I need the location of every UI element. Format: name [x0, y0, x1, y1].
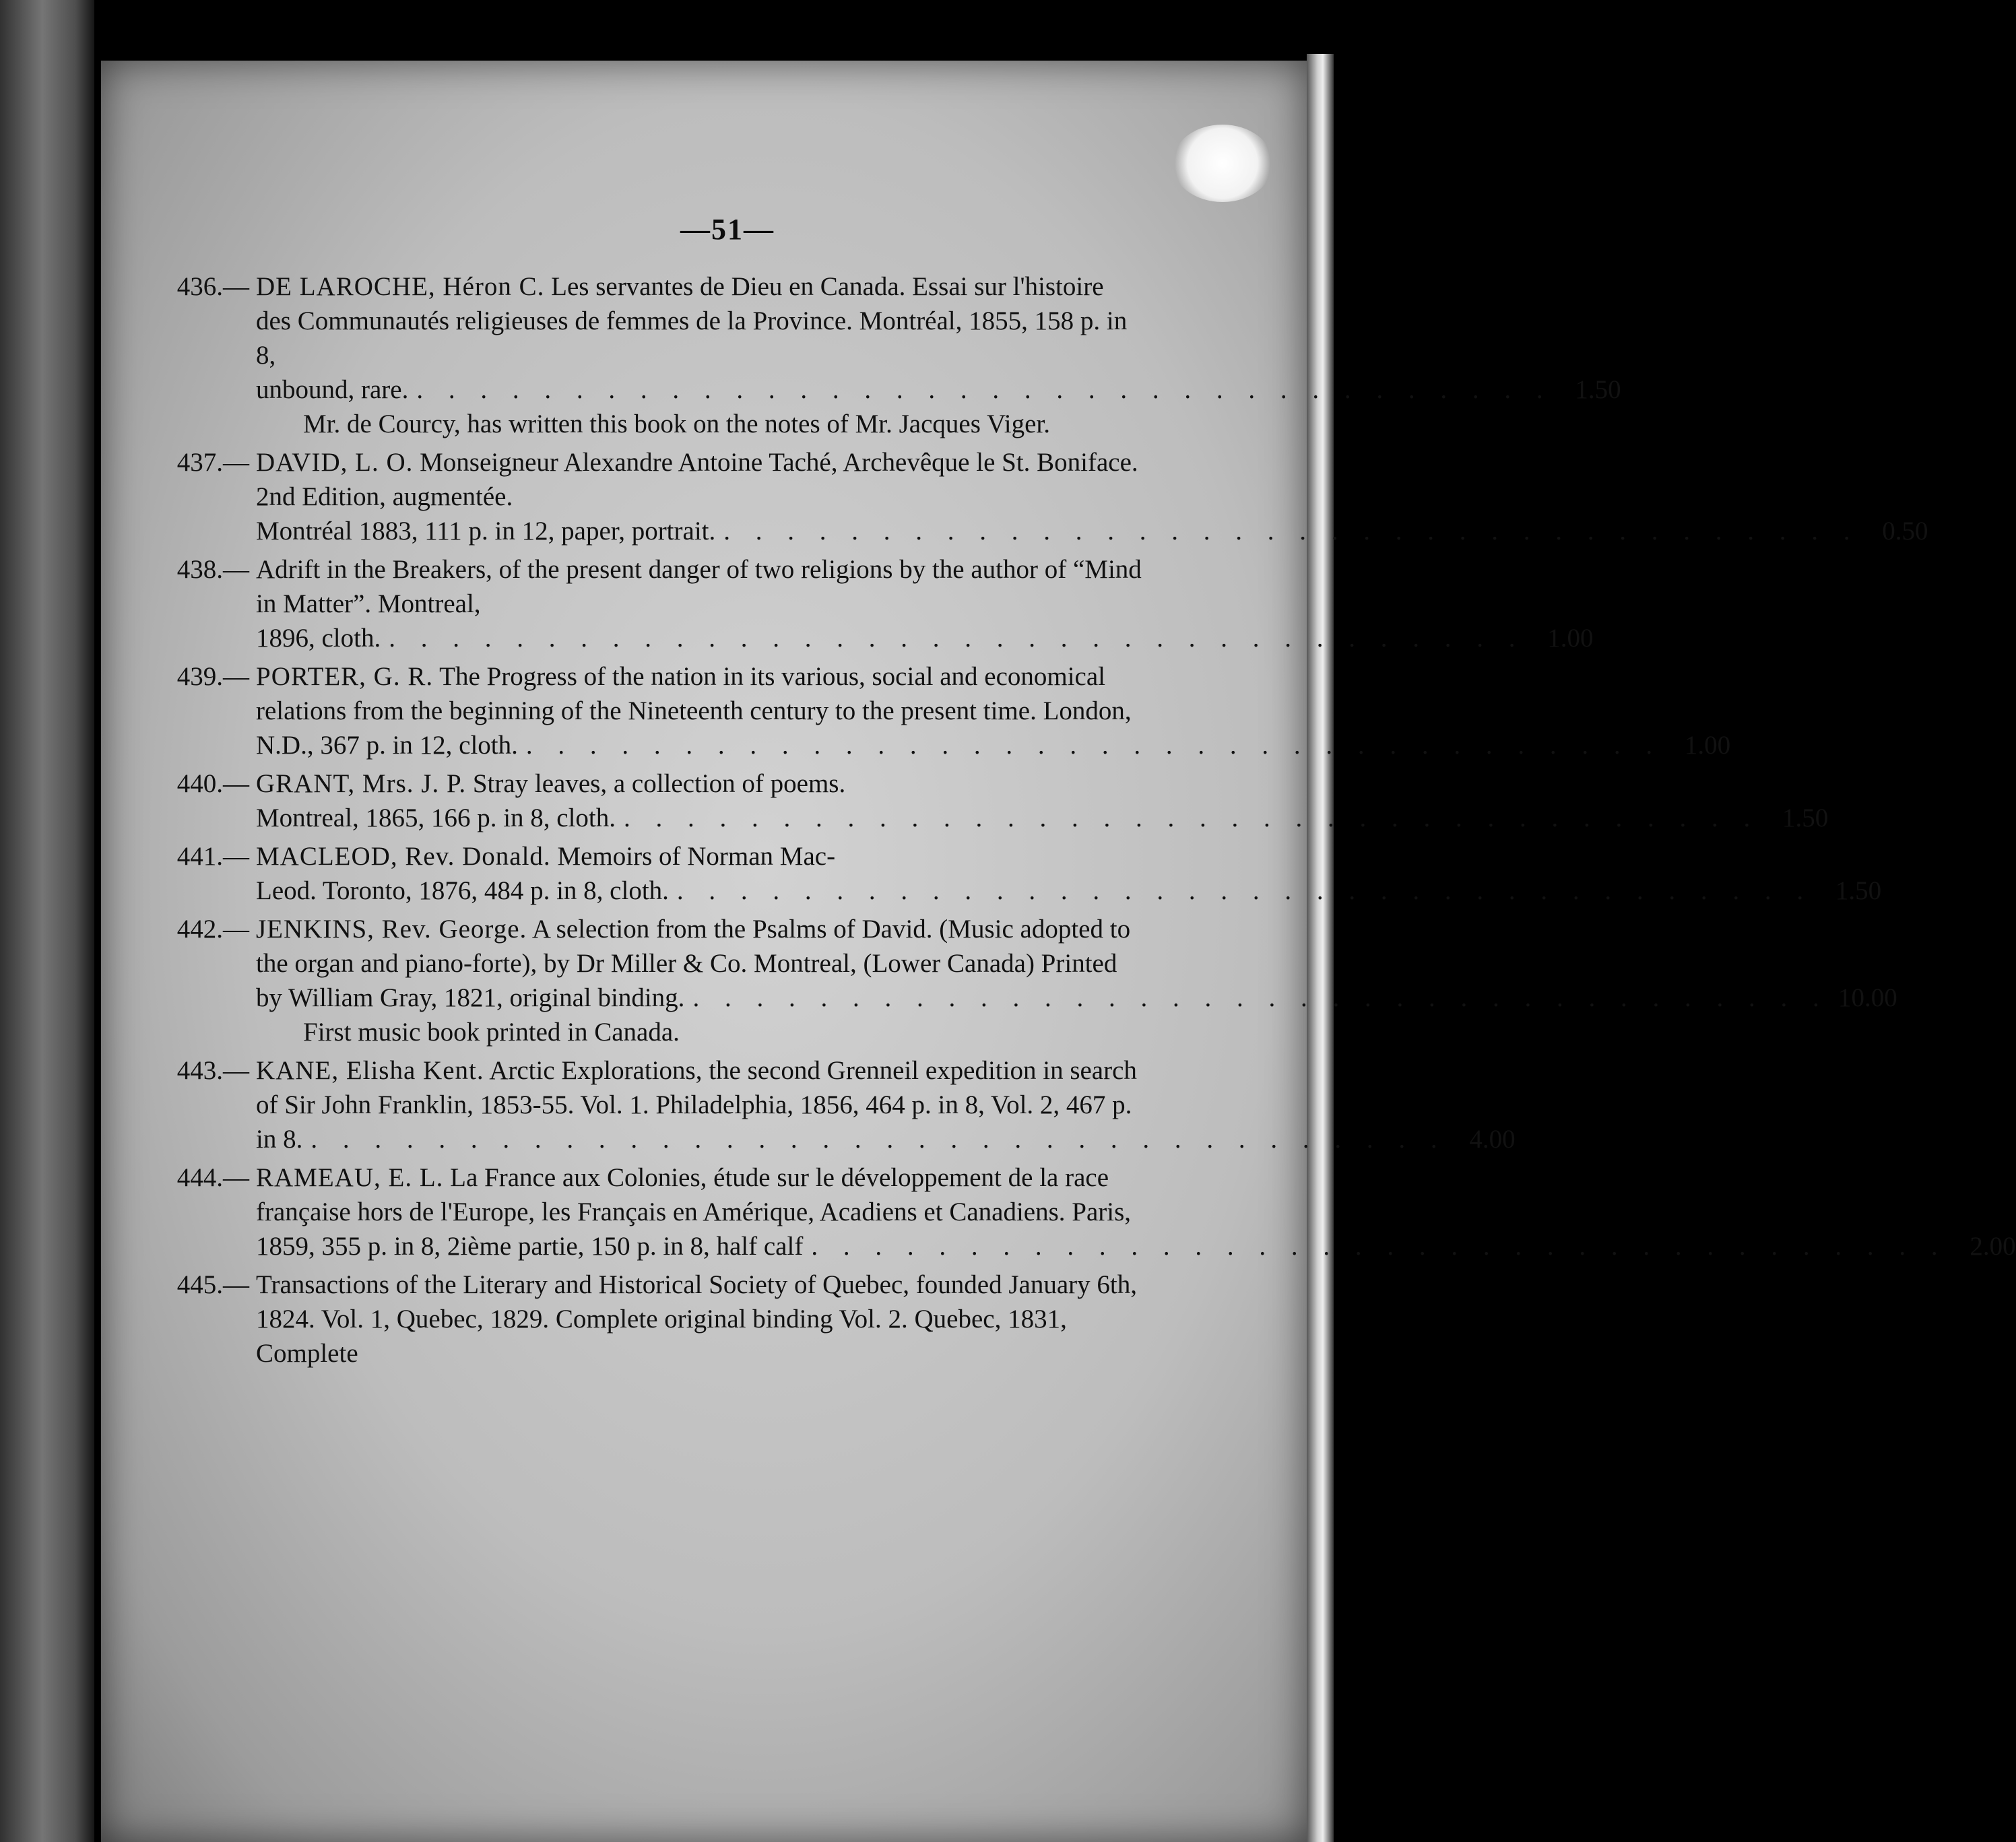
scanned-page: [101, 61, 2016, 1842]
entry-number: 437.—: [176, 448, 249, 477]
entry-price: 1.00: [1684, 731, 1731, 760]
entry-final-line: N.D., 367 p. in 12, cloth.: [256, 731, 518, 760]
entry-number: 436.—: [176, 272, 249, 301]
entry-final-line: 1896, cloth.: [256, 624, 381, 653]
entry-author: MACLEOD, Rev. Donald.: [256, 842, 551, 871]
entry-number: 442.—: [176, 915, 249, 944]
entry-text: [256, 839, 1145, 874]
entry-author: DAVID, L. O.: [256, 448, 414, 477]
entry-price-line: [256, 621, 1594, 655]
entry-price: 4.00: [1469, 1125, 1516, 1154]
entry-description: The Progress of the nation in its various, social and economical relations from the beginning of the Nineteenth century to the present time. London,: [256, 662, 1132, 725]
entry-number: 438.—: [176, 555, 249, 584]
entry-number: 439.—: [176, 662, 249, 691]
entry-note: First music book printed in Canada.: [303, 1018, 680, 1047]
entry-number: 440.—: [176, 769, 249, 798]
entry-number: 444.—: [176, 1163, 249, 1192]
page-number: —51—: [680, 213, 775, 246]
entry-price-line: [256, 514, 1928, 548]
catalogue-entry: [176, 659, 1731, 762]
entry-price: 1.00: [1547, 624, 1594, 653]
entry-price-line: [256, 874, 1882, 908]
entry-description: Memoirs of Norman Mac-: [557, 842, 836, 871]
entry-text: [256, 552, 1145, 621]
catalogue-entry: [176, 912, 1897, 1049]
entry-description: Stray leaves, a collection of poems.: [472, 769, 846, 798]
catalogue-entry: [176, 445, 1928, 548]
entry-description: Monseigneur Alexandre Antoine Taché, Archevêque le St. Boniface. 2nd Edition, augmentée.: [256, 448, 1138, 511]
dot-leader: . . . . . . . . . . . . . . . . . . . . . . . . . . . . . . . . . . . .: [416, 375, 1553, 404]
paper-damage-spot: [1172, 125, 1273, 202]
dot-leader: . . . . . . . . . . . . . . . . . . . . . . . . . . . . . . . . . . . .: [311, 1125, 1447, 1154]
entry-description: Arctic Explorations, the second Grenneil expedition in search of Sir John Franklin, 1853-55. Vol. 1. Philadelphia, 1856, 464 p. in 8, Vol. 2, 467 p.: [256, 1056, 1137, 1119]
catalogue-entry: [176, 552, 1594, 655]
page-binding-edge: [1307, 54, 1334, 1842]
entry-text: [256, 766, 1145, 801]
entry-author: PORTER, G. R.: [256, 662, 434, 691]
entry-price: 0.50: [1882, 517, 1928, 546]
entry-number: 443.—: [176, 1056, 249, 1085]
entry-description: Adrift in the Breakers, of the present danger of two religions by the author of “Mind in Matter”. Montreal,: [256, 555, 1142, 618]
entry-author: DE LAROCHE, Héron C.: [256, 272, 545, 301]
dot-leader: . . . . . . . . . . . . . . . . . . . . . . . . . . . . . . . . . . . .: [723, 517, 1860, 546]
dot-leader: . . . . . . . . . . . . . . . . . . . . . . . . . . . . . . . . . . . .: [389, 624, 1525, 653]
entry-author: RAMEAU, E. L.: [256, 1163, 444, 1192]
entry-final-line: Leod. Toronto, 1876, 484 p. in 8, cloth.: [256, 876, 669, 905]
entry-author: GRANT, Mrs. J. P.: [256, 769, 467, 798]
catalogue-entry: [176, 1053, 1516, 1156]
entry-final-line: Montreal, 1865, 166 p. in 8, cloth.: [256, 803, 616, 832]
dot-leader: . . . . . . . . . . . . . . . . . . . . . . . . . . . . . . . . . . . .: [692, 983, 1829, 1012]
entry-text: [256, 659, 1145, 728]
entry-final-line: 1859, 355 p. in 8, 2ième partie, 150 p. in 8, half calf: [256, 1232, 804, 1261]
entry-text: [256, 269, 1145, 372]
adjacent-page-edge: [0, 0, 94, 1842]
entry-final-line: in 8.: [256, 1125, 303, 1154]
entry-price: 2.00: [1970, 1232, 2016, 1261]
entry-price-line: [256, 981, 1897, 1015]
entry-final-line: Montréal 1883, 111 p. in 12, paper, portrait.: [256, 517, 716, 546]
entry-price: 10.00: [1838, 983, 1897, 1012]
catalogue-entry: [176, 1268, 1145, 1371]
dot-leader: . . . . . . . . . . . . . . . . . . . . . . . . . . . . . . . . . . . .: [525, 731, 1662, 760]
catalogue-entries: [176, 269, 2016, 1375]
entry-text: [256, 1268, 1145, 1371]
entry-note: Mr. de Courcy, has written this book on the notes of Mr. Jacques Viger.: [303, 409, 1051, 438]
entry-description: Transactions of the Literary and Historical Society of Quebec, founded January 6th, 1824. Vol. 1, Quebec, 1829. Complete original binding Vol. 2. Quebec, 1831, Complete: [256, 1270, 1137, 1368]
dot-leader: . . . . . . . . . . . . . . . . . . . . . . . . . . . . . . . . . . . .: [676, 876, 1813, 905]
entry-price-line: [256, 801, 1829, 835]
entry-price-line: [256, 1122, 1516, 1156]
entry-final-line: by William Gray, 1821, original binding.: [256, 983, 685, 1012]
entry-text: [256, 1160, 1145, 1229]
entry-price: 1.50: [1782, 803, 1829, 832]
entry-final-line: unbound, rare.: [256, 375, 409, 404]
entry-text: [256, 912, 1145, 981]
entry-description: La France aux Colonies, étude sur le développement de la race française hors de l'Europe, les Français en Amérique, Acadiens et Canadiens. Paris,: [256, 1163, 1132, 1226]
entry-description: A selection from the Psalms of David. (Music adopted to the organ and piano-forte), by Dr Miller & Co. Montreal, (Lower Canada) Printed: [256, 915, 1131, 978]
entry-price: 1.50: [1835, 876, 1882, 905]
catalogue-entry: [176, 269, 1621, 441]
entry-price-line: [256, 1229, 2016, 1263]
entry-description: Les servantes de Dieu en Canada. Essai sur l'histoire des Communautés religieuses de femmes de la Province. Montréal, 1855, 158 p. in 8,: [256, 272, 1128, 370]
dot-leader: . . . . . . . . . . . . . . . . . . . . . . . . . . . . . . . . . . . .: [624, 803, 1760, 832]
entry-number: 441.—: [176, 842, 249, 871]
entry-author: JENKINS, Rev. George.: [256, 915, 527, 944]
entry-text: [256, 1053, 1145, 1122]
entry-author: KANE, Elisha Kent.: [256, 1056, 484, 1085]
catalogue-entry: [176, 1160, 2016, 1263]
entry-price-line: [256, 372, 1621, 407]
dot-leader: . . . . . . . . . . . . . . . . . . . . . . . . . . . . . . . . . . . .: [811, 1232, 1947, 1261]
entry-price-line: [256, 728, 1731, 762]
entry-price: 1.50: [1575, 375, 1621, 404]
catalogue-entry: [176, 839, 1882, 908]
entry-number: 445.—: [176, 1270, 249, 1299]
catalogue-entry: [176, 766, 1829, 835]
entry-text: [256, 445, 1145, 514]
